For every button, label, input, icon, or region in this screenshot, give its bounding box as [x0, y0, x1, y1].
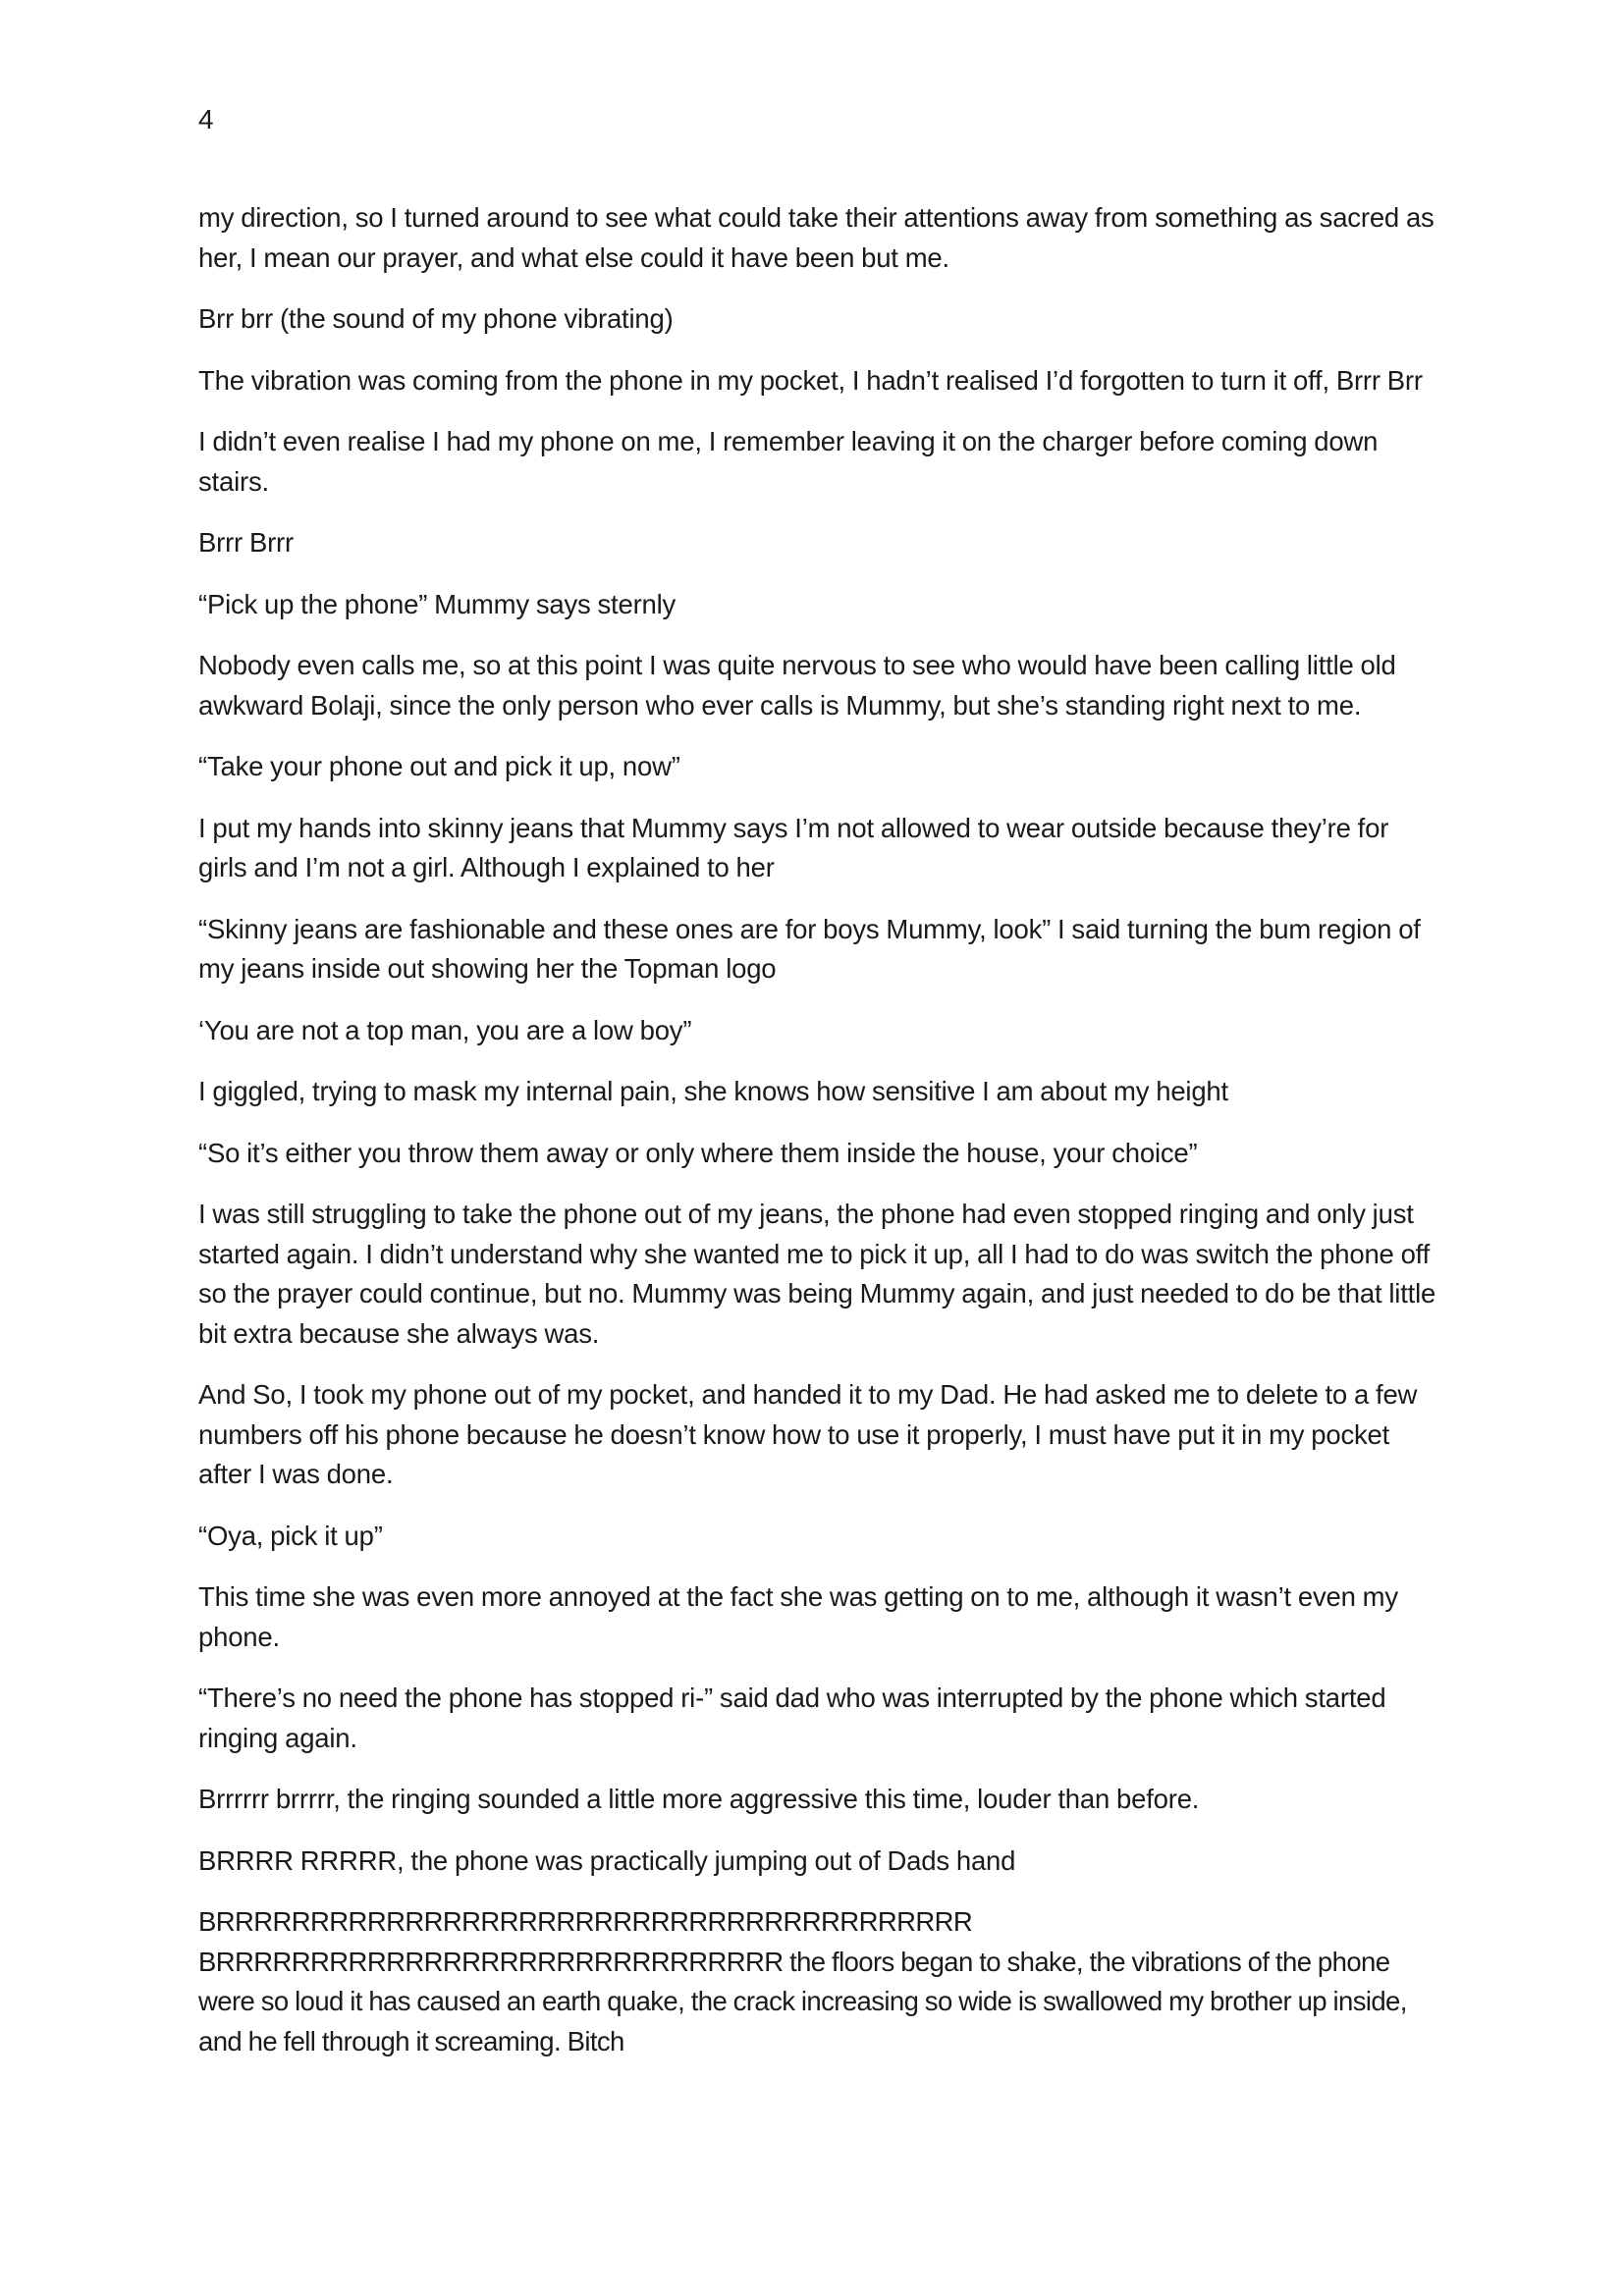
paragraph: “Take your phone out and pick it up, now” [198, 751, 680, 781]
paragraph: Brrrrrr brrrrr, the ringing sounded a little more aggressive this time, louder than before. [198, 1784, 1200, 1814]
paragraph: BRRRR RRRRR, the phone was practically jumping out of Dads hand [198, 1844, 1016, 1876]
paragraph: “So it’s either you throw them away or only where them inside the house, your choice” [198, 1137, 1198, 1168]
paragraph: “Skinny jeans are fashionable and these ones are for boys Mummy, look” I said turning the bum region of my jeans inside out showing her the Topman logo [198, 913, 1421, 984]
paragraph: The vibration was coming from the phone in my pocket, I hadn’t realised I’d forgotten to turn it off, Brrr Brr [198, 364, 1423, 396]
paragraph: This time she was even more annoyed at the fact she was getting on to me, although it wasn’t even my phone. [198, 1581, 1398, 1652]
paragraph: I giggled, trying to mask my internal pain, she knows how sensitive I am about my height [198, 1076, 1228, 1106]
body-text [198, 198, 1441, 2083]
paragraph: I didn’t even realise I had my phone on me, I remember leaving it on the charger before coming down stairs. [198, 426, 1379, 497]
paragraph: “Oya, pick it up” [198, 1520, 383, 1551]
page-number: 4 [198, 104, 214, 134]
paragraph: Brrr Brrr [198, 527, 294, 558]
paragraph: Nobody even calls me, so at this point I was quite nervous to see who would have been calling little old awkward Bolaji, since the only person who ever calls is Mummy, but she’s standing right next to me. [198, 650, 1396, 721]
paragraph: BRRRRRRRRRRRRRRRRRRRRRRRRRRRRRRRRRRRRRRRR BRRRRRRRRRRRRRRRRRRRRRRRRRRRRRR the floors began to shake, the vibrations of the phone were so loud it has caused an earth quake, the crack increasing so wide is swallowed my brother up inside, and he fell through it screaming. Bitch [198, 1906, 1407, 2056]
paragraph: ‘You are not a top man, you are a low boy” [198, 1014, 692, 1045]
paragraph: I put my hands into skinny jeans that Mummy says I’m not allowed to wear outside because they’re for girls and I’m not a girl. Although I explained to her [198, 812, 1389, 882]
paragraph: Brr brr (the sound of my phone vibrating) [198, 303, 674, 334]
paragraph: “Pick up the phone” Mummy says sternly [198, 588, 677, 619]
paragraph: I was still struggling to take the phone out of my jeans, the phone had even stopped ringing and only just started again. I didn’t understand why she wanted me to pick it up, all I had to do was switch the phone off so the prayer could continue, but no. Mummy was being Mummy again, and just needed to do be that little bit extra because she always was. [198, 1199, 1436, 1349]
paragraph: And So, I took my phone out of my pocket, and handed it to my Dad. He had asked me to delete to a few numbers off his phone because he doesn’t know how to use it properly, I must have put it in my pocket after I was done. [198, 1379, 1418, 1489]
paragraph: “There’s no need the phone has stopped ri-” said dad who was interrupted by the phone which started ringing again. [198, 1682, 1386, 1753]
paragraph: my direction, so I turned around to see what could take their attentions away from something as sacred as her, I mean our prayer, and what else could it have been but me. [198, 202, 1435, 273]
